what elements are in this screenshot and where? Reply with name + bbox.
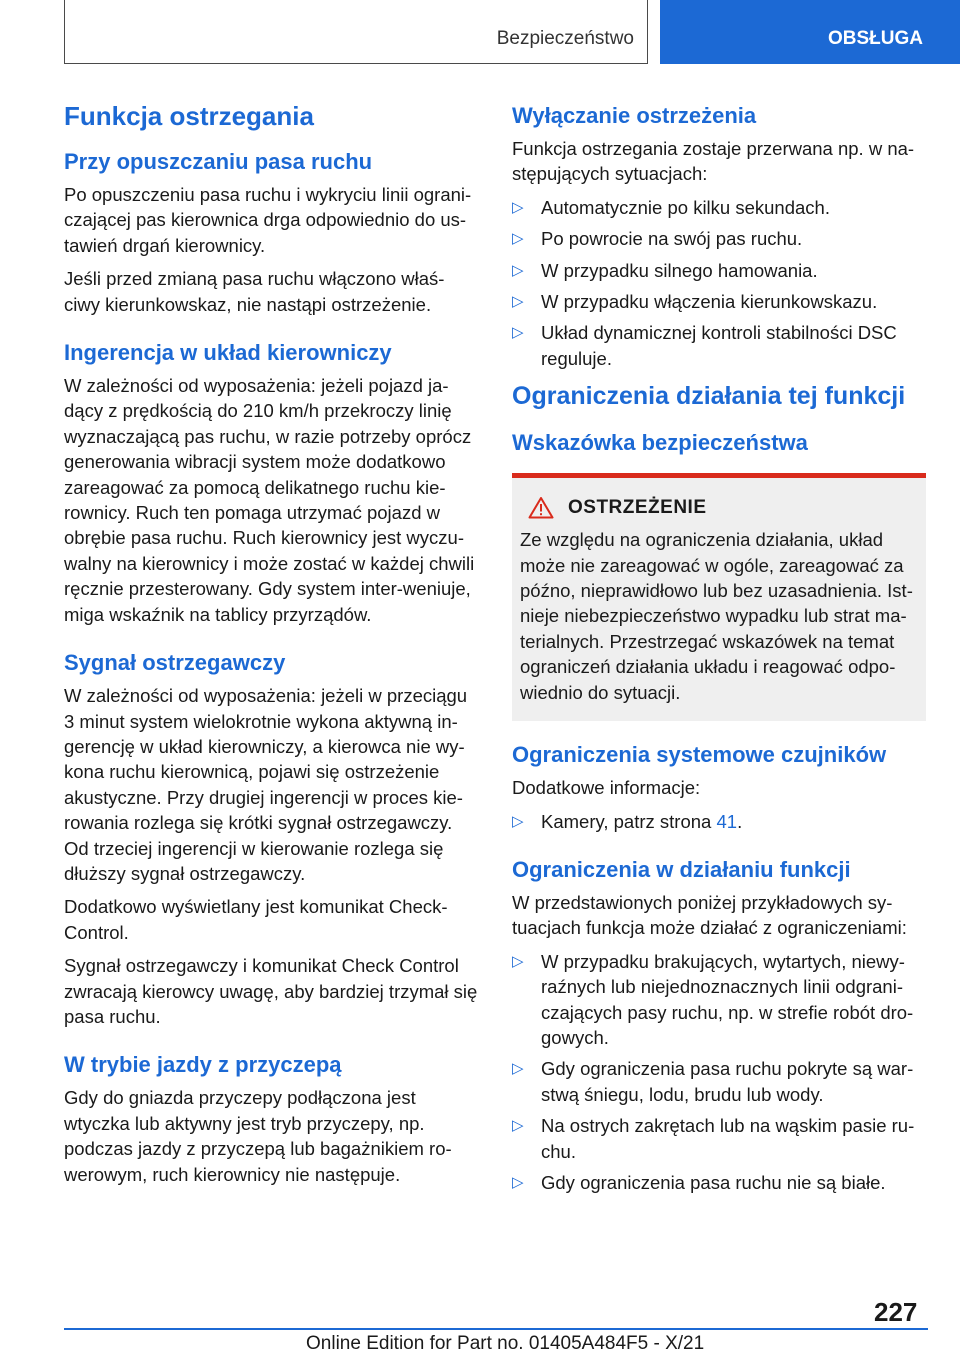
list-item: ▷ Gdy ograniczenia pasa ruchu nie są białe. [512, 1170, 926, 1195]
list-item: ▷ Kamery, patrz strona 41. [512, 809, 926, 834]
warning-title: OSTRZEŻENIE [568, 496, 707, 518]
footer-edition: Online Edition for Part no. 01405A484F5 - X/21 [306, 1333, 705, 1354]
triangle-right-icon: ▷ [512, 812, 524, 830]
right-column [512, 100, 926, 1203]
triangle-right-icon: ▷ [512, 261, 524, 279]
heading-dzialanie: Ograniczenia w działaniu funkcji [512, 856, 851, 882]
triangle-right-icon: ▷ [512, 324, 524, 342]
heading-wylaczanie: Wyłączanie ostrzeżenia [512, 103, 757, 128]
list-item: ▷ Po powrocie na swój pas ruchu. [512, 226, 926, 251]
list-czujniki [512, 809, 926, 834]
paragraph: Sygnał ostrzegawczy i komunikat Check Control zwracają kierowcy uwagę, aby bardziej trzymał się pasa ruchu. [64, 955, 478, 1027]
paragraph: W zależności od wyposażenia: jeżeli w przeciągu 3 minut system wielokrotnie wykona aktywną in-gerencję w układ kierowniczy, a kierowca nie wy-kona ruchu kierownicą, pojawi się ostrzeżenie akustyczne. Przy drugiej ingerencji w proces kie-rowania rozlega się krótki sygnał ostrzegawczy. Od trzeciej ingerencji w kierowanie rozlega się dłuższy sygnał ostrzegawczy. [64, 685, 468, 884]
heading-sygnal: Sygnał ostrzegawczy [64, 650, 286, 676]
warning-box [512, 473, 926, 721]
paragraph: Jeśli przed zmianą pasa ruchu włączono właś-ciwy kierunkowskaz, nie nastąpi ostrzeżenie. [64, 268, 445, 315]
paragraph: W przedstawionych poniżej przykładowych sy-tuacjach funkcja może działać z ograniczeniami: [512, 891, 907, 939]
triangle-right-icon: ▷ [512, 293, 524, 311]
heading-ingerencja: Ingerencja w układ kierowniczy [64, 340, 392, 366]
triangle-right-icon: ▷ [512, 230, 524, 248]
header-section-title: Bezpieczeństwo [496, 28, 634, 49]
paragraph: Po opuszczeniu pasa ruchu i wykryciu linii ograni-czającej pas kierownica drga odpowiednio do us-tawień drgań kierownicy. [64, 184, 472, 256]
list-item: ▷ W przypadku brakujących, wytartych, niewy-raźnych lub niejednoznacznych linii odgrani-czających pasy ruchu, np. w strefie robót dro-gowych. [512, 950, 914, 1048]
list-item: ▷ Gdy ograniczenia pasa ruchu pokryte są war-stwą śniegu, lodu, brudu lub wody. [512, 1058, 914, 1105]
list-wylaczanie [512, 195, 926, 371]
heading-czujniki: Ograniczenia systemowe czujników [512, 742, 887, 768]
list-item: ▷ Automatycznie po kilku sekundach. [512, 195, 926, 220]
paragraph: W zależności od wyposażenia: jeżeli pojazd ja-dący z prędkością do 210 km/h przekroczy linię wyznaczającą pas ruchu, w razie potrzeby oprócz generowania wibracji system może dodatkowo zareagować za pomocą delikatnego ruchu kie-rownicy. Ruch ten pomaga utrzymać pojazd w obrębie pasa ruchu. Ruch kierownicy jest wyczu-walny na kierownicy i może zostać w każdej chwili ręcznie przesterowany. Gdy system inter-weniuje, miga wskaźnik na tablicy przyrządów. [64, 375, 475, 625]
list-item: ▷ Układ dynamicznej kontroli stabilności DSC reguluje. [512, 322, 897, 369]
list-dzialanie [512, 949, 926, 1196]
footer-divider [64, 1328, 928, 1330]
triangle-right-icon: ▷ [512, 1173, 524, 1191]
page-link-41[interactable]: 41 [716, 810, 738, 832]
section-title-ograniczenia: Ograniczenia działania tej funkcji [512, 382, 906, 411]
paragraph: Funkcja ostrzegania zostaje przerwana np. w na-stępujących sytuacjach: [512, 138, 915, 185]
triangle-right-icon: ▷ [512, 952, 524, 970]
header-tab-obsluga[interactable]: OBSŁUGA [660, 0, 960, 64]
left-column [64, 98, 478, 1195]
section-title-funkcja: Funkcja ostrzegania [64, 101, 314, 131]
triangle-right-icon: ▷ [512, 1117, 524, 1135]
triangle-right-icon: ▷ [512, 198, 524, 216]
warning-text: Ze względu na ograniczenia działania, układ może nie zareagować w ogóle, zareagować za późno, nieprawidłowo lub bez uzasadnienia. Ist-nieje niebezpieczeństwo wypadku lub strat ma-terialnych. Przestrzegać wskazówek na temat ograniczeń działania układu i reagować odpo-wiednio do sytuacji. [520, 529, 913, 703]
paragraph: Gdy do gniazda przyczepy podłączona jest wtyczka lub aktywny jest tryb przyczepy, np. podczas jazdy z przyczepą lub bagażnikiem ro-werowym, ruch kierownicy nie następuje. [64, 1087, 452, 1185]
paragraph: Dodatkowe informacje: [512, 777, 701, 799]
warning-triangle-icon [528, 496, 554, 519]
page-number: 227 [874, 1297, 918, 1327]
heading-przyczepa: W trybie jazdy z przyczepą [64, 1052, 342, 1078]
heading-opuszczanie: Przy opuszczaniu pasa ruchu [64, 149, 373, 174]
paragraph: Dodatkowo wyświetlany jest komunikat Check-Control. [64, 896, 448, 943]
heading-wskazowka: Wskazówka bezpieczeństwa [512, 430, 808, 456]
list-item: ▷ Na ostrych zakrętach lub na wąskim pasie ru-chu. [512, 1115, 915, 1162]
triangle-right-icon: ▷ [512, 1060, 524, 1078]
list-item: ▷ W przypadku silnego hamowania. [512, 258, 926, 283]
list-item: ▷ W przypadku włączenia kierunkowskazu. [512, 289, 926, 314]
